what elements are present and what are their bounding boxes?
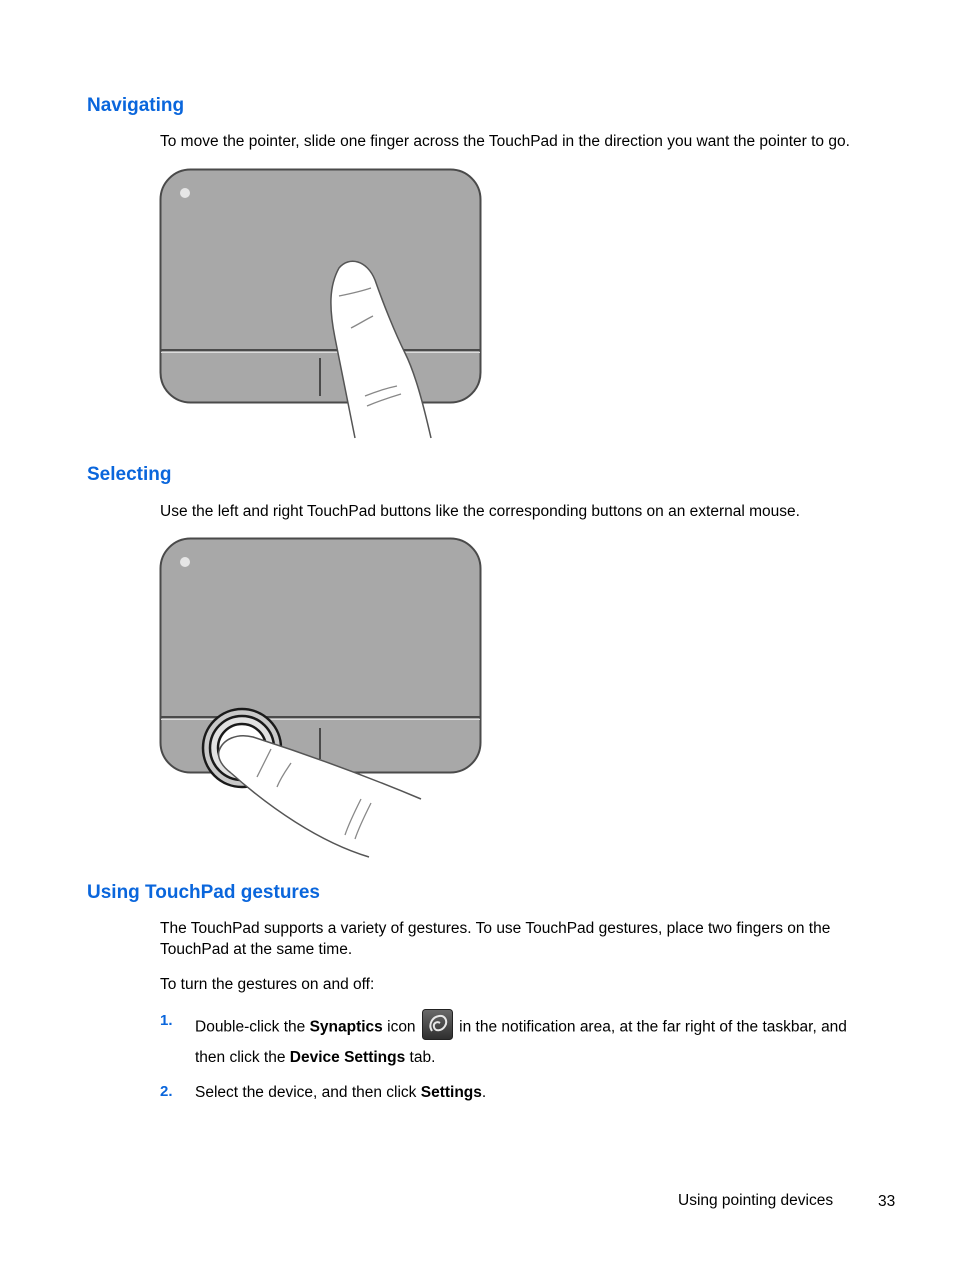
selecting-text: Use the left and right TouchPad buttons like the corresponding buttons on an external mouse.: [160, 503, 800, 520]
touchpad-navigating-illustration: [159, 168, 485, 440]
step-1-number: 1.: [160, 1012, 173, 1029]
heading-using-touchpad-gestures: Using TouchPad gestures: [87, 882, 320, 903]
step-2-text: Select the device, and then click Settings.: [195, 1084, 487, 1101]
gestures-intro: To turn the gestures on and off:: [160, 976, 375, 993]
heading-selecting: Selecting: [87, 464, 172, 485]
touchpad-selecting-illustration: [159, 537, 485, 859]
navigating-text: To move the pointer, slide one finger across the TouchPad in the direction you want the pointer to go.: [160, 133, 850, 150]
touchpad-light-icon: [180, 188, 190, 198]
footer-page-number: 33: [878, 1193, 896, 1210]
footer-chapter-label: Using pointing devices: [678, 1192, 834, 1209]
touchpad-light-icon: [180, 557, 190, 567]
step-1-text: Double-click the Synaptics icon in the notification area, at the far right of the taskbar, and: [195, 1012, 895, 1043]
heading-navigating: Navigating: [87, 95, 185, 116]
step-1-text-line2: then click the Device Settings tab.: [195, 1049, 436, 1066]
gestures-text: The TouchPad supports a variety of gestures. To use TouchPad gestures, place two fingers on the TouchPad at the same time.: [160, 920, 831, 958]
synaptics-touchpad-icon: [422, 1009, 453, 1040]
step-2-number: 2.: [160, 1083, 173, 1100]
